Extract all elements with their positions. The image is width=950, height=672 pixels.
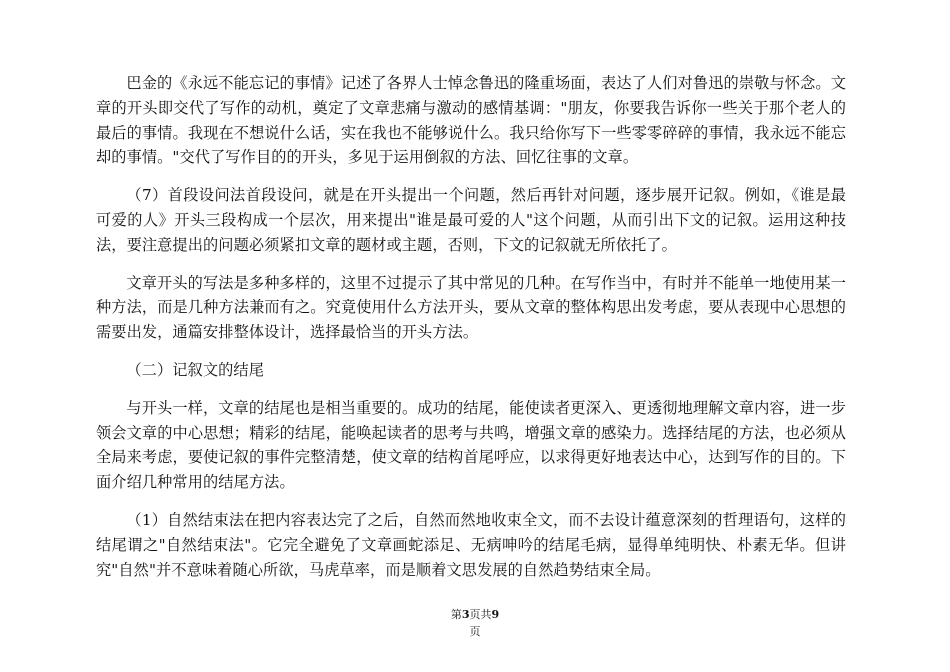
- section-heading-ending: （二）记叙文的结尾: [126, 360, 264, 379]
- footer-middle: 页共: [469, 608, 492, 621]
- paragraph-natural-ending: （1）自然结束法在把内容表达完了之后，自然而然地收束全文，而不去设计蕴意深刻的哲理语句，这样的结尾谓之"自然结束法"。它完全避免了文章画蛇添足、无病呻吟的结尾毛病，显得单纯明快、朴素无华。但讲究"自然"并不意味着随心所欲，马虎草率，而是顺着文思发展的自然趋势结束全局。: [96, 510, 846, 579]
- paragraph-question-opening: （7）首段设问法首段设问，就是在开头提出一个问题，然后再针对问题，逐步展开记叙。例如，《谁是最可爱的人》开头三段构成一个层次，用来提出"谁是最可爱的人"这个问题，从而引出下文的记叙。运用这种技法，要注意提出的问题必须紧扣文章的题材或主题，否则，下文的记叙就无所依托了。: [96, 186, 846, 254]
- footer-total-pages: 9: [491, 608, 500, 621]
- page-number-footer: [440, 606, 510, 640]
- paragraph-opening-summary: 文章开头的写法是多种多样的，这里不过提示了其中常见的几种。在写作当中，有时并不能单一地使用某一种方法，而是几种方法兼而有之。究竟使用什么方法开头，要从文章的整体构思出发考虑，要从表现中心思想的需要出发，通篇安排整体设计，选择最恰当的开头方法。: [96, 273, 846, 342]
- footer-current-page: 3: [461, 608, 470, 621]
- document-body: [96, 71, 846, 595]
- footer-prefix: 第: [450, 608, 462, 621]
- paragraph-ending-importance: 与开头一样，文章的结尾也是相当重要的。成功的结尾，能使读者更深入、更透彻地理解文章内容，进一步领会文章的中心思想；精彩的结尾，能唤起读者的思考与共鸣，增强文章的感染力。选择结尾的方法，也必须从全局来考虑，要使记叙的事件完整清楚，使文章的结构首尾呼应，以求得更好地表达中心，达到写作的目的。下面介绍几种常用的结尾方法。: [96, 398, 846, 492]
- paragraph-bajin-example: 巴金的《永远不能忘记的事情》记述了各界人士悼念鲁迅的隆重场面，表达了人们对鲁迅的崇敬与怀念。文章的开头即交代了写作的动机，奠定了文章悲痛与激动的感情基调："朋友，你要我告诉你一些关于那个老人的最后的事情。我现在不想说什么话，实在我也不能够说什么。我只给你写下一些零零碎碎的事情，我永远不能忘却的事情。"交代了写作目的的开头，多见于运用倒叙的方法、回忆往事的文章。: [96, 74, 846, 167]
- footer-suffix: 页: [469, 625, 481, 638]
